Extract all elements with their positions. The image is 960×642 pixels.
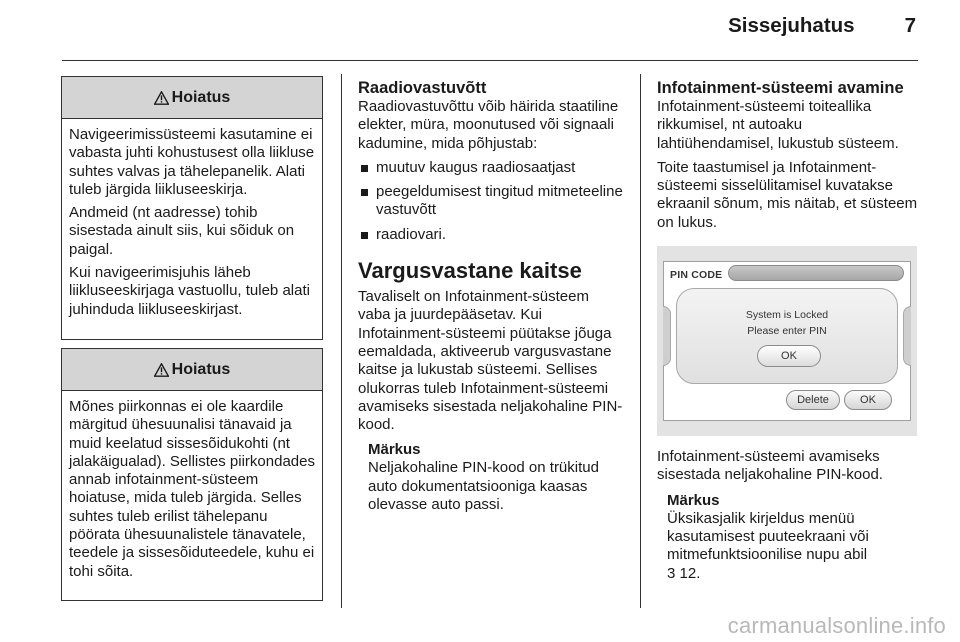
note-text: Neljakohaline PIN-kood on trükitud auto dokumentatsiooniga kaasas olevasse auto passi. <box>368 459 599 514</box>
note-title: Märkus <box>368 441 421 459</box>
warning-box-navigation <box>61 76 323 340</box>
bullet-square-icon <box>361 189 368 196</box>
unlock-paragraph: Toite taastumisel ja Infotainment-süsteemi sisselülitamisel kuvatakse ekraanil sõnum, mis näitab, et süsteem on lukus. <box>657 158 918 231</box>
note-title: Märkus <box>667 491 720 509</box>
confirm-ok-button: OK <box>844 390 892 410</box>
warning-paragraph: Mõnes piirkonnas ei ole kaardile märgitud ühesuunalisi tänavaid ja muid keelatud sissesõidukohti (nt jalakäigualad). Sellistes piirkondades annab infotainment-süsteem hoiatuse, mida tuleb järgida. Selles suhtes tuleb erilist tähelepanu pöörata ühesuunalistele tänavatele, teedele ja sissesõiduteedele, kuhu ei tohi sõita. <box>69 398 315 580</box>
middle-column <box>358 79 623 514</box>
bullet-item <box>358 159 623 177</box>
bullet-item <box>358 226 623 244</box>
header-rule <box>62 60 918 61</box>
dialog-ok-button: OK <box>757 345 821 367</box>
warning-triangle-icon <box>154 91 169 105</box>
bullet-text: peegeldumisest tingitud mitmeteeline vastuvõtt <box>376 183 623 219</box>
warning-paragraph: Navigeerimissüsteemi kasutamine ei vabasta juhti kohustusest olla liikluse suhtes valvas ja tähelepanelik. Alati tuleb järgida liikluseeskirja. <box>69 126 315 198</box>
bullet-square-icon <box>361 232 368 239</box>
note-block <box>368 441 623 514</box>
warning-header <box>62 77 322 119</box>
figure-caption: Infotainment-süsteemi avamiseks sisestada neljakohaline PIN-kood. <box>657 448 883 484</box>
note-reference <box>667 565 922 583</box>
note-reference-page: 12. <box>679 564 701 582</box>
screen-side-tab-left <box>663 306 671 366</box>
enter-pin-message: Please enter PIN <box>747 325 827 338</box>
warning-title: Hoiatus <box>171 88 231 106</box>
anti-theft-body: Tavaliselt on Infotainment-süsteem vaba ja juurdepääsetav. Kui Infotainment-süsteemi püütakse jõuga eemaldada, aktiveerub vargusvastane kaitse ja lukustab süsteemi. Sellises olukorras tuleb Infotainment-süsteemi avamiseks sisestada neljakohaline PIN-kood. <box>358 288 623 434</box>
column-divider-left <box>341 74 342 608</box>
warning-triangle-icon <box>154 363 169 377</box>
site-watermark: carmanualsonline.info <box>727 613 946 638</box>
delete-button: Delete <box>786 390 840 410</box>
running-header <box>728 14 916 38</box>
right-column <box>657 79 922 583</box>
warning-header <box>62 349 322 391</box>
warning-title: Hoiatus <box>171 360 231 378</box>
warning-paragraph: Kui navigeerimisjuhis läheb liikluseeskirjaga vastuollu, tuleb alati juhinduda liikluseeskirjast. <box>69 264 310 318</box>
anti-theft-section-title: Vargusvastane kaitse <box>358 258 582 284</box>
note-block <box>667 492 922 583</box>
column-divider-right <box>640 74 641 608</box>
locked-message: System is Locked <box>745 309 829 322</box>
warning-box-one-way-streets <box>61 348 323 601</box>
bullet-item <box>358 183 623 220</box>
bullet-text: muutuv kaugus raadiosaatjast <box>376 158 576 176</box>
pin-screen-illustration <box>657 246 917 436</box>
warning-body <box>62 119 322 327</box>
pin-code-label: PIN CODE <box>670 269 723 282</box>
page-number: 7 <box>904 14 916 37</box>
unlock-paragraph: Infotainment-süsteemi toiteallika rikkumisel, nt autoaku lahtiühendamisel, lukustub süsteem. <box>657 98 899 152</box>
radio-reception-heading: Raadiovastuvõtt <box>358 79 487 97</box>
chapter-title: Sissejuhatus <box>728 14 855 37</box>
bullet-text: raadiovari. <box>376 225 447 243</box>
screen-side-tab-right <box>903 306 911 366</box>
radio-reception-intro: Raadiovastuvõttu võib häirida staatiline elekter, müra, moonutused või signaali kadumine, mida põhjustab: <box>358 98 619 152</box>
bullet-square-icon <box>361 165 368 172</box>
warning-body <box>62 391 322 589</box>
locked-dialog <box>676 288 898 384</box>
unlock-heading: Infotainment-süsteemi avamine <box>657 79 904 97</box>
pin-entry-field <box>728 265 904 281</box>
screen-frame <box>663 261 911 421</box>
page-reference-icon: 3 <box>667 564 676 582</box>
warning-paragraph: Andmeid (nt aadresse) tohib sisestada ainult siis, kui sõiduk on paigal. <box>69 204 295 258</box>
note-text: Üksikasjalik kirjeldus menüü kasutamisest puuteekraani või mitmefunktsioonilise nupu abil <box>667 509 869 564</box>
